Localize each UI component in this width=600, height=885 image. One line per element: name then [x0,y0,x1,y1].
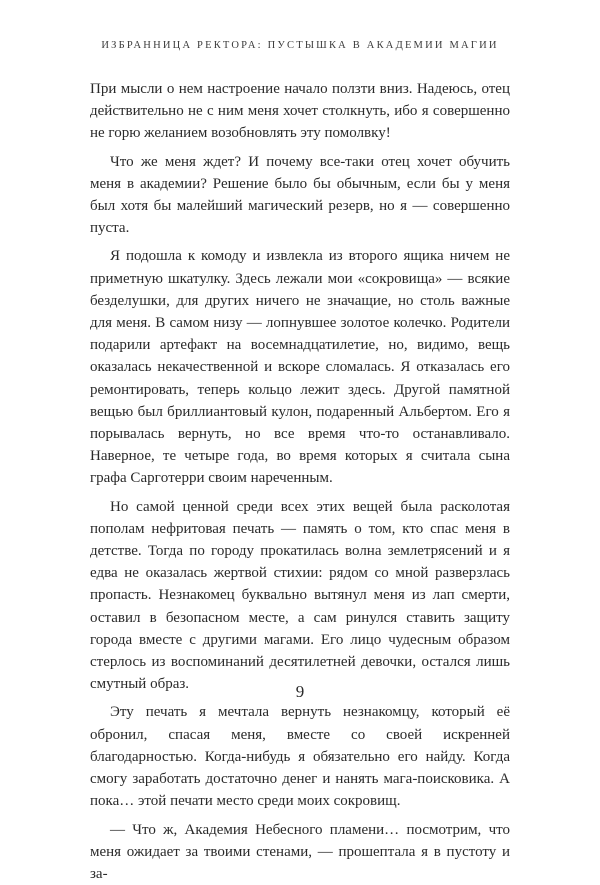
paragraph: Я подошла к комоду и извлекла из второго ящика ничем не приметную шкатулку. Здесь лежали мои «сокровища» — всякие безделушки, для других ничего не значащие, но столь важные для меня. В самом низу — лопнувшее золотое колечко. Родители подарили артефакт на восемнадцатилетие, но, видимо, вещь оказалась некачественной и вскоре сломалась. Я отказалась его ремонтировать, теперь кольцо лежит здесь. Другой памятной вещью был бриллиантовый кулон, подаренный Альбертом. Его я порывалась вернуть, но все время что-то останавливало. Наверное, те четыре года, во время которых я считала сына графа Саргoтерри своим нареченным. [90,245,510,489]
paragraph: Что же меня ждет? И почему все-таки отец хочет обучить меня в академии? Решение было бы обычным, если бы у меня был хотя бы малейший магический резерв, но я — совершенно пуста. [90,151,510,240]
body-text [90,78,510,885]
paragraph: Но самой ценной среди всех этих вещей была расколотая пополам нефритовая печать — память о том, кто спас меня в детстве. Тогда по городу прокатилась волна землетрясений и я едва не оказалась жертвой стихии: рядом со мной разверзлась пропасть. Незнакомец буквально вытянул меня из лап смерти, оставил в безопасном месте, а сам ринулся ставить защиту города вместе с другими магами. Его лицо чудесным образом стерлось из воспоминаний десятилетней девочки, остался лишь смутный образ. [90,496,510,696]
paragraph: Эту печать я мечтала вернуть незнакомцу, который её обронил, спасая меня, вместе со своей искренней благодарностью. Когда-нибудь я обязательно его найду. Когда смогу заработать достаточно денег и нанять мага-поисковика. А пока… этой печати место среди моих сокровищ. [90,701,510,812]
paragraph: При мысли о нем настроение начало ползти вниз. Надеюсь, отец действительно не с ним меня хочет столкнуть, ибо я совершенно не горю желанием возобновлять эту помолвку! [90,78,510,145]
page-number: 9 [0,682,600,702]
running-title: ИЗБРАННИЦА РЕКТОРА: ПУСТЫШКА В АКАДЕМИИ МАГИИ [0,40,600,51]
paragraph: — Что ж, Академия Небесного пламени… посмотрим, что меня ожидает за твоими стенами, — прошептала я в пустоту и за- [90,819,510,885]
